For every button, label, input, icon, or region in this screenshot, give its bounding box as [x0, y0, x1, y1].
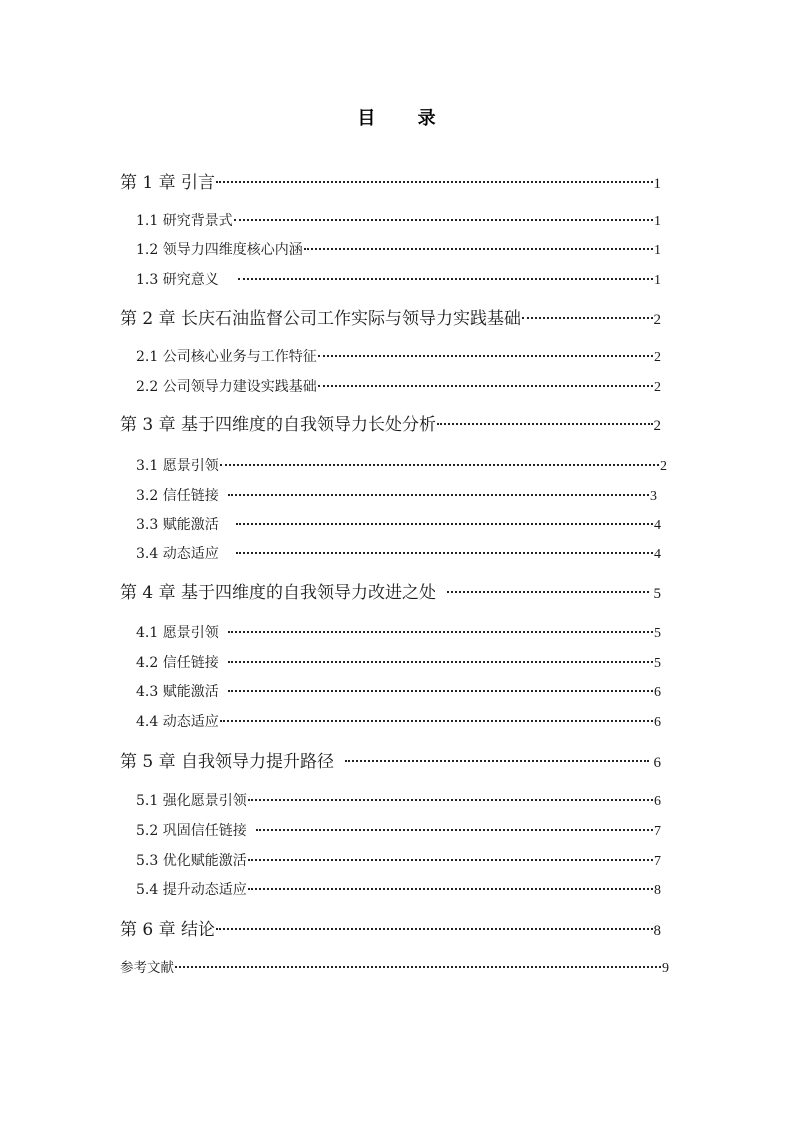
toc-section-label: 5.2 巩固信任链接: [136, 823, 247, 839]
dot-leader: [234, 211, 653, 225]
toc-title: 目 录: [357, 108, 454, 129]
dot-leader: [228, 653, 653, 667]
dot-leader: [220, 712, 653, 726]
toc-section-5-4[interactable]: [136, 880, 661, 900]
toc-section-5-2[interactable]: [136, 821, 661, 841]
toc-section-4-4[interactable]: [136, 712, 661, 732]
toc-chapter-1[interactable]: [120, 171, 661, 195]
toc-chapter-5[interactable]: [120, 750, 661, 774]
toc-page-number: 5: [653, 586, 661, 602]
dot-leader: [228, 486, 649, 500]
toc-page-number: 7: [654, 824, 661, 839]
toc-chapter-4[interactable]: [120, 581, 661, 605]
toc-chapter-6[interactable]: [120, 918, 661, 942]
toc-page-number: 4: [654, 547, 661, 562]
dot-leader: [447, 581, 648, 598]
toc-section-label: 2.2 公司领导力建设实践基础: [136, 379, 317, 395]
toc-section-2-2[interactable]: [136, 377, 661, 397]
dot-leader: [228, 623, 653, 637]
toc-section-label: 5.4 提升动态适应: [136, 882, 247, 898]
toc-section-label: 4.2 信任链接: [136, 655, 219, 671]
dot-leader: [256, 821, 653, 835]
toc-section-4-2[interactable]: [136, 653, 661, 673]
toc-chapter-label: 第 5 章 自我领导力提升路径: [120, 752, 335, 772]
dot-leader: [236, 544, 653, 558]
toc-section-5-1[interactable]: [136, 791, 661, 811]
dot-leader: [220, 456, 659, 470]
toc-section-label: 5.1 强化愿景引领: [136, 793, 247, 809]
toc-section-label: 4.4 动态适应: [136, 714, 219, 730]
dot-leader: [304, 240, 653, 254]
toc-page-number: 5: [654, 626, 661, 641]
toc-page-number: 4: [654, 518, 661, 533]
toc-section-label: 3.3 赋能激活: [136, 517, 219, 533]
dot-leader: [437, 413, 652, 430]
toc-section-label: 2.1 公司核心业务与工作特征: [136, 349, 317, 365]
toc-section-label: 5.3 优化赋能激活: [136, 853, 247, 869]
toc-section-3-4[interactable]: [136, 544, 661, 564]
toc-page-number: 9: [662, 961, 669, 976]
toc-section-label: 3.1 愿景引领: [136, 458, 219, 474]
dot-leader: [236, 515, 653, 529]
toc-section-label: 1.2 领导力四维度核心内涵: [136, 242, 303, 258]
toc-page-number: 1: [654, 214, 661, 229]
toc-references[interactable]: [120, 958, 669, 978]
dot-leader: [175, 959, 661, 973]
dot-leader: [216, 171, 652, 188]
toc-page-number: 2: [654, 350, 661, 365]
toc-page-number: 6: [654, 794, 661, 809]
toc-page-number: 6: [653, 755, 661, 771]
toc-section-2-1[interactable]: [136, 347, 661, 367]
toc-section-3-3[interactable]: [136, 515, 661, 535]
toc-section-label: 1.3 研究意义: [136, 272, 219, 288]
toc-page-number: 1: [653, 176, 661, 192]
toc-section-label: 3.2 信任链接: [136, 488, 219, 504]
dot-leader: [345, 750, 648, 767]
dot-leader: [216, 918, 652, 935]
dot-leader: [238, 270, 653, 284]
dot-leader: [318, 377, 653, 391]
toc-section-1-3[interactable]: [136, 270, 661, 290]
toc-chapter-3[interactable]: [120, 413, 661, 437]
toc-section-label: 1.1 研究背景式: [136, 213, 233, 229]
toc-section-4-3[interactable]: [136, 682, 661, 702]
toc-section-label: 4.1 愿景引领: [136, 625, 219, 641]
toc-section-label: 3.4 动态适应: [136, 546, 219, 562]
toc-page-number: 3: [650, 489, 657, 504]
dot-leader: [248, 880, 653, 894]
toc-section-1-2[interactable]: [136, 240, 661, 260]
toc-section-3-2[interactable]: [136, 486, 657, 506]
toc-chapter-label: 第 1 章 引言: [120, 173, 216, 193]
toc-page-number: 2: [654, 380, 661, 395]
toc-page-number: 6: [654, 715, 661, 730]
toc-page-number: 1: [654, 273, 661, 288]
toc-page-number: 2: [660, 459, 667, 474]
toc-chapter-label: 第 2 章 长庆石油监督公司工作实际与领导力实践基础: [120, 309, 522, 329]
toc-page-number: 8: [653, 923, 661, 939]
toc-chapter-label: 第 3 章 基于四维度的自我领导力长处分析: [120, 415, 437, 435]
toc-page-number: 5: [654, 656, 661, 671]
dot-leader: [248, 851, 653, 865]
toc-page-number: 6: [654, 685, 661, 700]
dot-leader: [318, 347, 653, 361]
toc-page-number: 2: [653, 312, 661, 328]
toc-section-5-3[interactable]: [136, 851, 661, 871]
toc-chapter-2[interactable]: [120, 307, 661, 331]
toc-page-number: 7: [654, 854, 661, 869]
toc-section-4-1[interactable]: [136, 623, 661, 643]
toc-page-number: 8: [654, 883, 661, 898]
dot-leader: [248, 791, 653, 805]
toc-references-label: 参考文献: [120, 960, 174, 976]
toc-page-number: 1: [654, 243, 661, 258]
dot-leader: [522, 307, 652, 324]
toc-section-1-1[interactable]: [136, 211, 661, 231]
dot-leader: [228, 682, 653, 696]
toc-section-label: 4.3 赋能激活: [136, 684, 219, 700]
toc-chapter-label: 第 4 章 基于四维度的自我领导力改进之处: [120, 583, 437, 603]
toc-section-3-1[interactable]: [136, 456, 667, 476]
toc-chapter-label: 第 6 章 结论: [120, 920, 216, 940]
toc-page-number: 2: [653, 418, 661, 434]
